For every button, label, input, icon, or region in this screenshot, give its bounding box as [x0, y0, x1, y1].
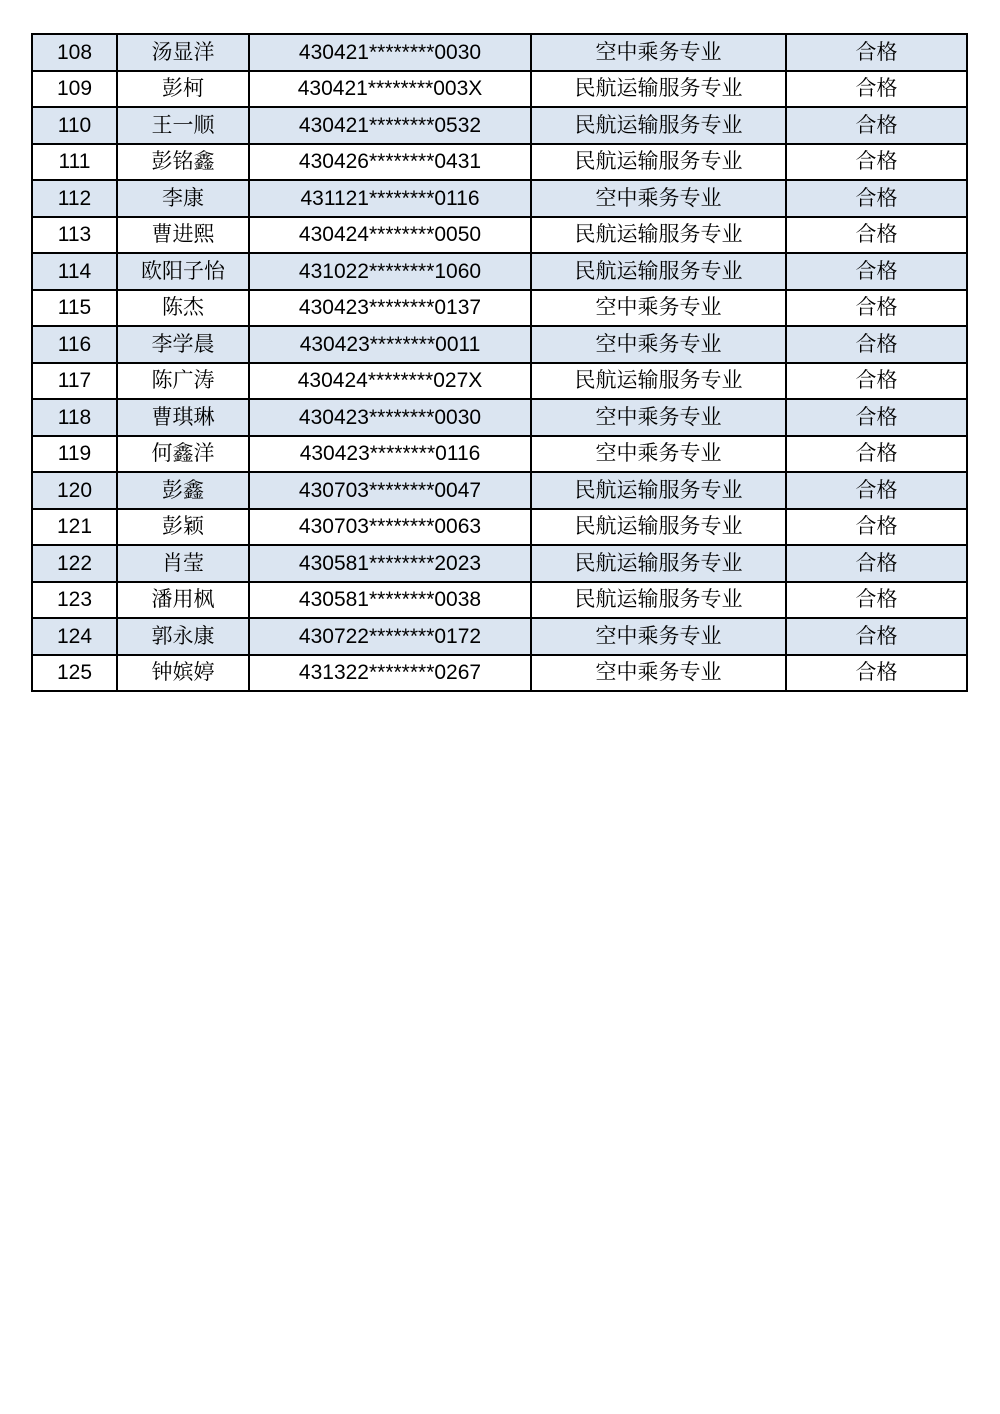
- table-row: [32, 618, 967, 655]
- result-cell: 合格: [786, 180, 967, 217]
- index-cell: 108: [32, 34, 117, 71]
- result-cell: 合格: [786, 253, 967, 290]
- major-cell: 民航运输服务专业: [531, 217, 786, 254]
- result-cell: 合格: [786, 144, 967, 181]
- result-cell: 合格: [786, 217, 967, 254]
- name-cell: 陈杰: [117, 290, 249, 327]
- major-cell: 空中乘务专业: [531, 436, 786, 473]
- index-cell: 113: [32, 217, 117, 254]
- index-cell: 118: [32, 399, 117, 436]
- major-cell: 空中乘务专业: [531, 399, 786, 436]
- id-cell: 430421********0030: [249, 34, 531, 71]
- index-cell: 115: [32, 290, 117, 327]
- table-row: [32, 107, 967, 144]
- index-cell: 119: [32, 436, 117, 473]
- result-cell: 合格: [786, 107, 967, 144]
- id-cell: 431022********1060: [249, 253, 531, 290]
- table-row: [32, 399, 967, 436]
- exam-results-table: [31, 33, 968, 692]
- index-cell: 109: [32, 71, 117, 108]
- id-cell: 430722********0172: [249, 618, 531, 655]
- table-row: [32, 180, 967, 217]
- name-cell: 李学晨: [117, 326, 249, 363]
- table-row: [32, 509, 967, 546]
- id-cell: 430424********0050: [249, 217, 531, 254]
- index-cell: 120: [32, 472, 117, 509]
- name-cell: 彭颖: [117, 509, 249, 546]
- name-cell: 潘用枫: [117, 582, 249, 619]
- id-cell: 430703********0047: [249, 472, 531, 509]
- index-cell: 110: [32, 107, 117, 144]
- id-cell: 430423********0011: [249, 326, 531, 363]
- table-row: [32, 582, 967, 619]
- name-cell: 李康: [117, 180, 249, 217]
- major-cell: 空中乘务专业: [531, 618, 786, 655]
- table-row: [32, 436, 967, 473]
- results-table-body: [32, 34, 967, 691]
- major-cell: 民航运输服务专业: [531, 107, 786, 144]
- name-cell: 彭鑫: [117, 472, 249, 509]
- name-cell: 钟嫔婷: [117, 655, 249, 692]
- index-cell: 111: [32, 144, 117, 181]
- result-cell: 合格: [786, 290, 967, 327]
- name-cell: 欧阳子怡: [117, 253, 249, 290]
- index-cell: 125: [32, 655, 117, 692]
- major-cell: 民航运输服务专业: [531, 144, 786, 181]
- major-cell: 民航运输服务专业: [531, 472, 786, 509]
- major-cell: 民航运输服务专业: [531, 582, 786, 619]
- table-row: [32, 290, 967, 327]
- index-cell: 116: [32, 326, 117, 363]
- table-row: [32, 34, 967, 71]
- index-cell: 112: [32, 180, 117, 217]
- id-cell: 430703********0063: [249, 509, 531, 546]
- id-cell: 430426********0431: [249, 144, 531, 181]
- id-cell: 430424********027X: [249, 363, 531, 400]
- major-cell: 民航运输服务专业: [531, 363, 786, 400]
- id-cell: 430421********0532: [249, 107, 531, 144]
- id-cell: 430581********0038: [249, 582, 531, 619]
- index-cell: 123: [32, 582, 117, 619]
- result-cell: 合格: [786, 618, 967, 655]
- result-cell: 合格: [786, 436, 967, 473]
- table-row: [32, 71, 967, 108]
- name-cell: 彭柯: [117, 71, 249, 108]
- major-cell: 民航运输服务专业: [531, 253, 786, 290]
- major-cell: 民航运输服务专业: [531, 509, 786, 546]
- name-cell: 郭永康: [117, 618, 249, 655]
- major-cell: 空中乘务专业: [531, 34, 786, 71]
- table-row: [32, 253, 967, 290]
- table-row: [32, 217, 967, 254]
- table-row: [32, 545, 967, 582]
- result-cell: 合格: [786, 472, 967, 509]
- index-cell: 114: [32, 253, 117, 290]
- result-cell: 合格: [786, 326, 967, 363]
- result-cell: 合格: [786, 399, 967, 436]
- name-cell: 何鑫洋: [117, 436, 249, 473]
- table-row: [32, 144, 967, 181]
- name-cell: 陈广涛: [117, 363, 249, 400]
- index-cell: 121: [32, 509, 117, 546]
- major-cell: 空中乘务专业: [531, 180, 786, 217]
- id-cell: 431322********0267: [249, 655, 531, 692]
- result-cell: 合格: [786, 363, 967, 400]
- major-cell: 空中乘务专业: [531, 290, 786, 327]
- result-cell: 合格: [786, 34, 967, 71]
- result-cell: 合格: [786, 509, 967, 546]
- major-cell: 空中乘务专业: [531, 326, 786, 363]
- table-row: [32, 363, 967, 400]
- result-cell: 合格: [786, 582, 967, 619]
- name-cell: 曹进熙: [117, 217, 249, 254]
- name-cell: 彭铭鑫: [117, 144, 249, 181]
- result-cell: 合格: [786, 71, 967, 108]
- result-cell: 合格: [786, 655, 967, 692]
- id-cell: 430423********0116: [249, 436, 531, 473]
- major-cell: 空中乘务专业: [531, 655, 786, 692]
- table-row: [32, 472, 967, 509]
- id-cell: 430421********003X: [249, 71, 531, 108]
- name-cell: 汤显洋: [117, 34, 249, 71]
- major-cell: 民航运输服务专业: [531, 71, 786, 108]
- id-cell: 430581********2023: [249, 545, 531, 582]
- major-cell: 民航运输服务专业: [531, 545, 786, 582]
- index-cell: 124: [32, 618, 117, 655]
- name-cell: 王一顺: [117, 107, 249, 144]
- index-cell: 122: [32, 545, 117, 582]
- table-row: [32, 655, 967, 692]
- table-row: [32, 326, 967, 363]
- name-cell: 肖莹: [117, 545, 249, 582]
- name-cell: 曹琪琳: [117, 399, 249, 436]
- id-cell: 430423********0137: [249, 290, 531, 327]
- id-cell: 430423********0030: [249, 399, 531, 436]
- index-cell: 117: [32, 363, 117, 400]
- id-cell: 431121********0116: [249, 180, 531, 217]
- result-cell: 合格: [786, 545, 967, 582]
